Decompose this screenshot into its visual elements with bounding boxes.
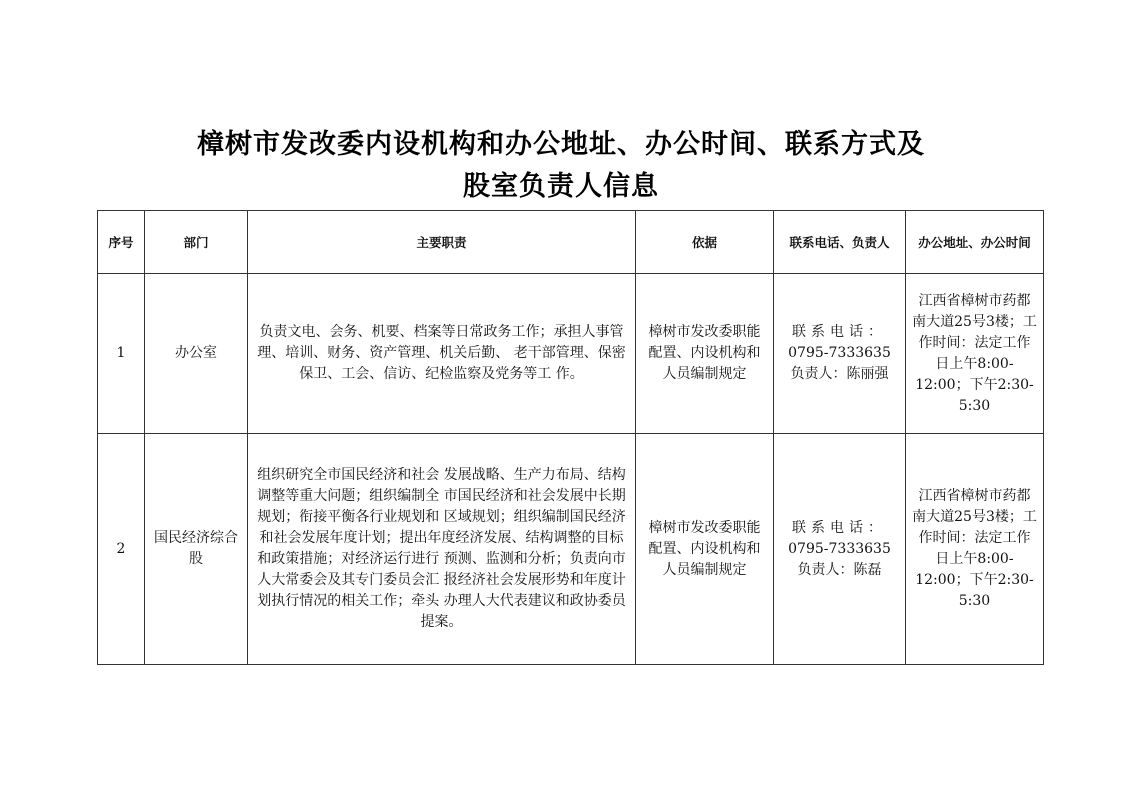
row-address: 江西省樟树市药都南大道25号3楼；工作时间：法定工作日上午8:00-12:00；下午2:30-5:30 bbox=[906, 434, 1044, 665]
document-title-line-1: 樟树市发改委内设机构和办公地址、办公时间、联系方式及 bbox=[197, 129, 925, 160]
header-address: 办公地址、办公时间 bbox=[906, 211, 1044, 274]
info-table bbox=[97, 210, 1044, 665]
phone-number: 0795-7333635 bbox=[788, 540, 891, 557]
row-basis: 樟树市发改委职能配置、内设机构和人员编制规定 bbox=[636, 434, 774, 665]
table-header-row bbox=[98, 211, 1044, 274]
table-row bbox=[98, 434, 1044, 665]
document-title-line-2: 股室负责人信息 bbox=[463, 171, 659, 202]
table-row bbox=[98, 274, 1044, 434]
header-basis: 依据 bbox=[636, 211, 774, 274]
phone-label: 联系电话： bbox=[792, 324, 887, 340]
row-basis: 樟树市发改委职能配置、内设机构和人员编制规定 bbox=[636, 274, 774, 434]
header-department: 部门 bbox=[145, 211, 248, 274]
row-address: 江西省樟树市药都南大道25号3楼；工作时间：法定工作日上午8:00-12:00；下午2:30-5:30 bbox=[906, 274, 1044, 434]
header-contact: 联系电话、负责人 bbox=[774, 211, 906, 274]
manager-name: 负责人：陈磊 bbox=[797, 561, 882, 578]
row-department: 办公室 bbox=[145, 274, 248, 434]
row-duties: 负责文电、会务、机要、档案等日常政务工作；承担人事管理、培训、财务、资产管理、机关后勤、 老干部管理、保密保卫、工会、信访、纪检监察及党务等工 作。 bbox=[248, 274, 636, 434]
header-duties: 主要职责 bbox=[248, 211, 636, 274]
phone-label: 联系电话： bbox=[792, 519, 887, 536]
manager-name: 负责人：陈丽强 bbox=[790, 366, 889, 382]
header-index: 序号 bbox=[98, 211, 145, 274]
row-duties: 组织研究全市国民经济和社会 发展战略、生产力布局、结构调整等重大问题；组织编制全 市国民经济和社会发展中长期规划；衔接平衡各行业规划和 区域规划；组织编制国民经济和社会发展年度计划；提出年度经济发展、结构调整的目标和政策措施；对经济运行进行 预测、监测和分析；负责向市人大常委会及其专门委员会汇 报经济社会发展形势和年度计划执行情况的相关工作；牵头 办理人大代表建议和政协委员提案。 bbox=[248, 434, 636, 665]
row-contact bbox=[774, 274, 906, 434]
row-index: 2 bbox=[98, 434, 145, 665]
row-contact bbox=[774, 434, 906, 665]
phone-number: 0795-7333635 bbox=[788, 345, 891, 361]
row-index: 1 bbox=[98, 274, 145, 434]
row-department: 国民经济综合股 bbox=[145, 434, 248, 665]
